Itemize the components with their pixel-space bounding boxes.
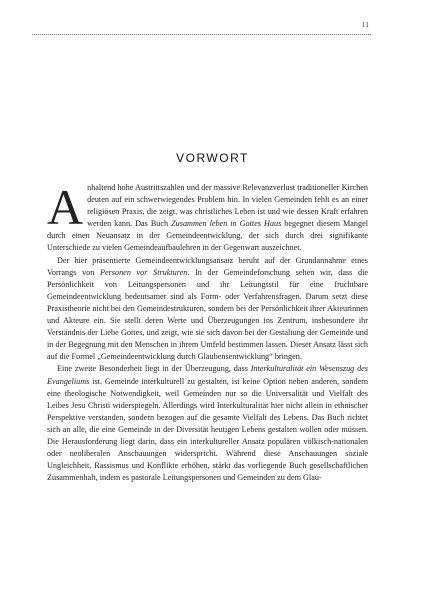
paragraph-3-emphasis: Interkulturalität ein Wesenszug des Evangeliums bbox=[47, 364, 368, 386]
paragraph-1-text-b: begegnet diesem Mangel durch einen Neuansatz in der Gemeindeentwicklung, der sich durch drei signifikante Unterschiede zu vielen Gemeindeaufbaulehren in der Gegenwart auszeichnet. bbox=[47, 219, 368, 253]
paragraph-3-text-a: Eine zweite Besonderheit liegt in der Überzeugung, dass bbox=[57, 364, 251, 374]
chapter-title: VORWORT bbox=[176, 151, 249, 165]
paragraph-1-text-a: nhaltend hohe Austrittszahlen und der massive Relevanzverlust traditioneller Kirchen deuten auf ein schwerwiegendes Problem hin. In vielen Gemeinden fehlt es an einer religiösen Praxis, die zeigt, was christliches Leben ist und wie dessen Kraft erfahren werden kann. Das Buch bbox=[87, 183, 368, 229]
page-number: 11 bbox=[361, 20, 369, 29]
paragraph-2 bbox=[47, 255, 368, 364]
paragraph-2-emphasis: Personen vor Strukturen bbox=[99, 267, 188, 277]
paragraph-2-text-b: . In der Gemeindeforschung sehen wir, dass die Persönlichkeit von Leitungspersonen und ihr Leitungsstil für eine fruchtbare Gemeindeentwicklung bedeutsamer sind als Form- oder Verfahrensfragen. Darum setzt diese Praxistheorie nicht bei den Gemeindestrukturen, sondern bei der Persönlichkeit ihrer Akteurinnen und Akteure ein. Sie stellt deren Werte und Überzeugungen ins Zentrum, insbesondere ihr Verständnis der Liebe Gottes, und zeigt, wie sie sich davon bei der Gestaltung der Gemeinde und in der Begegnung mit den Menschen in ihrem Umfeld bestimmen lassen. Dieser Ansatz lässt sich auf die Formel „Gemeindeentwicklung durch Glaubensentwicklung“ bringen. bbox=[47, 267, 368, 362]
header-divider bbox=[32, 34, 371, 35]
paragraph-1 bbox=[47, 179, 368, 255]
paragraph-3-text-b: ist. Gemeinde interkulturell zu gestalten, ist keine Option neben anderen, sondern eine theologische Notwendigkeit, weil Gemeinden nur so die Universalität und Vielfalt des Leibes Jesu Christi widerspiegeln. Allerdings wird Interkulturalität hier nicht allein in ethnischer Perspektive verstanden, sondern bezogen auf die gesamte Vielfalt des Lebens. Das Buch richtet sich an alle, die eine Gemeinde in der Diversität heutigen Lebens gestalten wollen oder müssen. Die Herausforderung liegt darin, dass ein interkultureller Ansatz populären völkisch-nationalen oder neoliberalen Anschauungen widerspricht. Während diese Anschauungen soziale Ungleichheit, Rassismus und Konflikte erhöhen, stärkt das vorliegende Buch gesellschaftlichen Zusammenhalt, indem es pastorale Leitungspersonen und Gemeinden zu dem Glau- bbox=[47, 376, 368, 483]
paragraph-3 bbox=[47, 363, 368, 484]
book-title-emphasis: Zusammen leben in Gottes Haus bbox=[171, 219, 282, 229]
drop-cap: A bbox=[47, 179, 84, 235]
body-text bbox=[47, 179, 368, 484]
paragraph-2-text-a: Der hier präsentierte Gemeindeentwicklungsansatz beruht auf der Grundannahme eines Vorrangs von bbox=[47, 255, 368, 277]
